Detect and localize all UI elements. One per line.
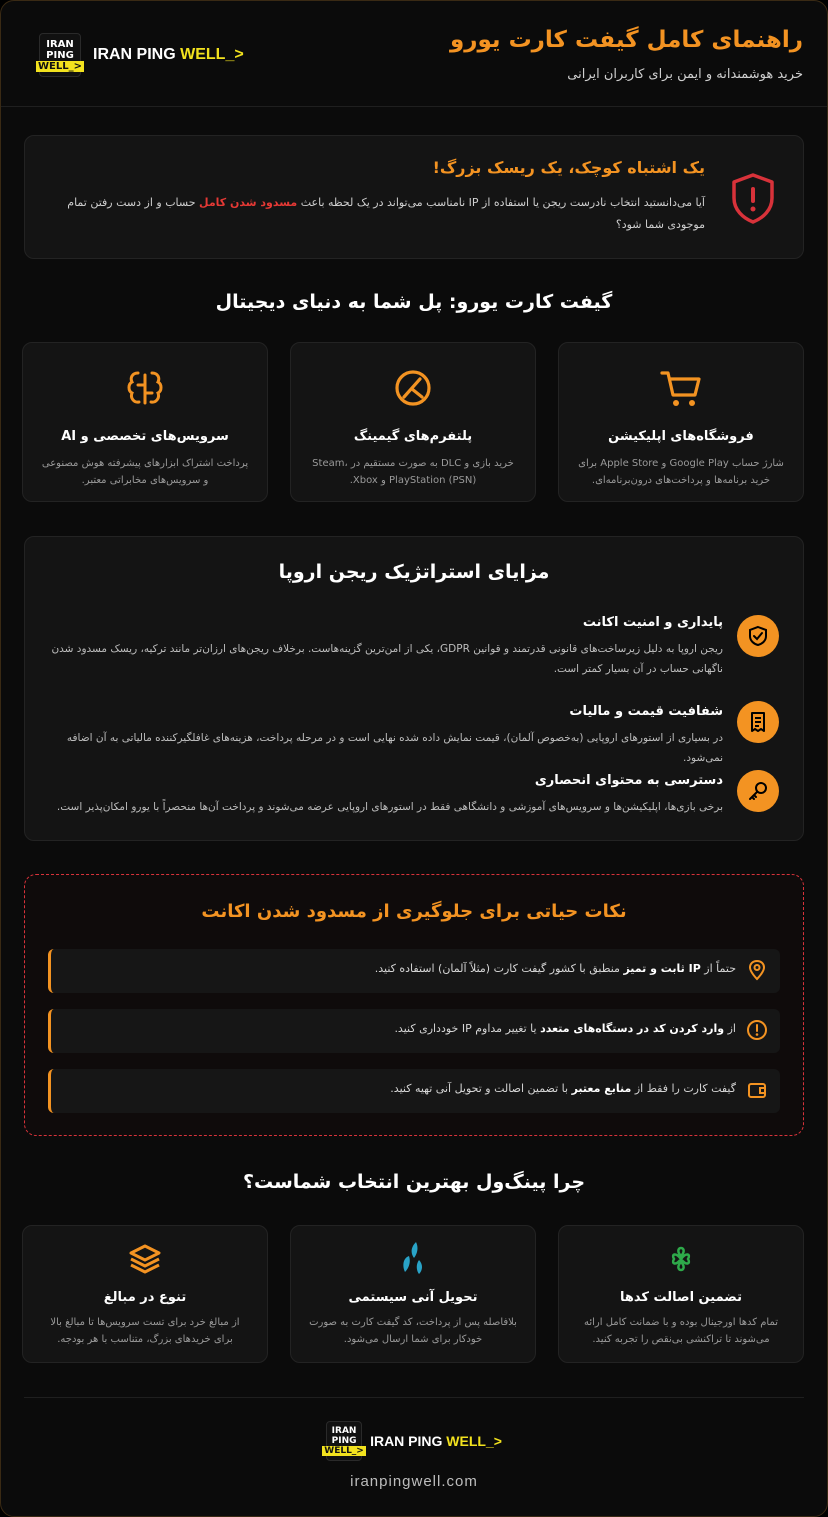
footer-logo: IRAN PING WELL_> (326, 1421, 362, 1461)
feature-card-ai: سرویس‌های تخصصی و AI پرداخت اشتراک ابزارهای پیشرفته هوش مصنوعی و سرویس‌های مخابراتی معتبر. (22, 342, 268, 502)
why-card-authenticity: تضمین اصالت کدها تمام کدها اورجینال بوده و با ضمانت کامل ارائه می‌شوند تا تراکنشی بی‌نقص را تجربه کنید. (558, 1225, 804, 1363)
shield-check-icon (747, 625, 769, 647)
brain-icon (122, 365, 168, 411)
footer-brand-name: IRAN PING WELL_> (370, 1433, 502, 1449)
warning-card (24, 135, 804, 259)
alert-circle-icon (746, 1019, 768, 1041)
advantages-title: مزایای استراتژیک ریجن اروپا (278, 561, 550, 583)
shield-alert-icon (729, 172, 777, 224)
tip-item: از وارد کردن کد در دستگاه‌های متعدد یا تغییر مداوم IP خودداری کنید. (48, 1009, 780, 1053)
clover-icon (666, 1244, 696, 1274)
layers-icon (128, 1242, 162, 1276)
tip-item: گیفت کارت را فقط از منابع معتبر با تضمین اصالت و تحویل آنی تهیه کنید. (48, 1069, 780, 1113)
section-title-why-us: چرا پینگ‌ول بهترین انتخاب شماست؟ (242, 1171, 586, 1193)
tips-title: نکات حیاتی برای جلوگیری از مسدود شدن اکانت (201, 901, 627, 922)
section-title-uses: گیفت کارت یورو: پل شما به دنیای دیجیتال (215, 291, 613, 313)
gamepad-icon (390, 365, 436, 411)
cart-icon (658, 365, 704, 411)
feature-card-app-stores: فروشگاه‌های اپلیکیشن شارژ حساب Google Play و Apple Store برای خرید برنامه‌ها و پرداخت‌های درون‌برنامه‌ای. (558, 342, 804, 502)
warning-text: آیا می‌دانستید انتخاب نادرست ریجن یا استفاده از IP نامناسب می‌تواند در یک لحظه باعث مسدود شدن کامل حساب و از دست رفتن تمام موجودی شما شود؟ (67, 196, 705, 231)
footer-url-link[interactable]: iranpingwell.com (350, 1473, 478, 1490)
page-subtitle: خرید هوشمندانه و ایمن برای کاربران ایرانی (567, 67, 803, 82)
bolt-icon (397, 1240, 429, 1276)
why-card-amount-variety: تنوع در مبالغ از مبالغ خرد برای تست سرویس‌ها تا مبالغ بالا برای خریدهای بزرگ، متناسب با هر بودجه. (22, 1225, 268, 1363)
brand-name: IRAN PING WELL_> (93, 46, 244, 63)
receipt-icon (747, 711, 769, 733)
warning-title: یک اشتباه کوچک، یک ریسک بزرگ! (432, 158, 705, 177)
footer-divider (24, 1397, 804, 1398)
tip-item: حتماً از IP ثابت و تمیز منطبق با کشور گیفت کارت (مثلاً آلمان) استفاده کنید. (48, 949, 780, 993)
header (1, 1, 827, 107)
why-card-instant-delivery: تحویل آنی سیستمی بلافاصله پس از پرداخت، کد گیفت کارت به صورت خودکار برای شما ارسال می‌شود. (290, 1225, 536, 1363)
brand[interactable] (39, 33, 244, 77)
page-title: راهنمای کامل گیفت کارت یورو (449, 27, 803, 53)
advantages-card: مزایای استراتژیک ریجن اروپا پایداری و امنیت اکانت ریجن اروپا به دلیل زیرساخت‌های قانونی قدرتمند و قوانین GDPR، یکی از امن‌ترین گزینه‌هاست. برخلاف ریجن‌های ارزان‌تر مانند ترکیه، ریسک مسدود شدن ناگهانی حساب در آن بسیار کمتر است. شفافیت قیمت و مالیات در بسیاری از استورهای اروپایی (به‌خصوص آلمان)، قیمت نمایش داده شده نهایی است و در مرحله پرداخت، هزینه‌های غافلگیرکننده مالیاتی به آن اضافه نمی‌شود. دسترسی به محتوای انحصاری برخی بازی‌ها، اپلیکیشن‌ها و سرویس‌های آموزشی و دانشگاهی فقط در استورهای اروپایی عرضه می‌شوند و پرداخت آن‌ها منحصراً با یورو امکان‌پذیر است. (24, 536, 804, 841)
logo: IRAN PING WELL_> (39, 33, 81, 77)
footer-brand[interactable] (1, 1421, 827, 1461)
wallet-icon (746, 1079, 768, 1101)
tips-card (24, 874, 804, 1136)
feature-card-gaming: پلتفرم‌های گیمینگ خرید بازی و DLC به صورت مستقیم در Steam، PlayStation (PSN) و Xbox. (290, 342, 536, 502)
location-pin-icon (746, 959, 768, 981)
key-icon (747, 780, 769, 802)
